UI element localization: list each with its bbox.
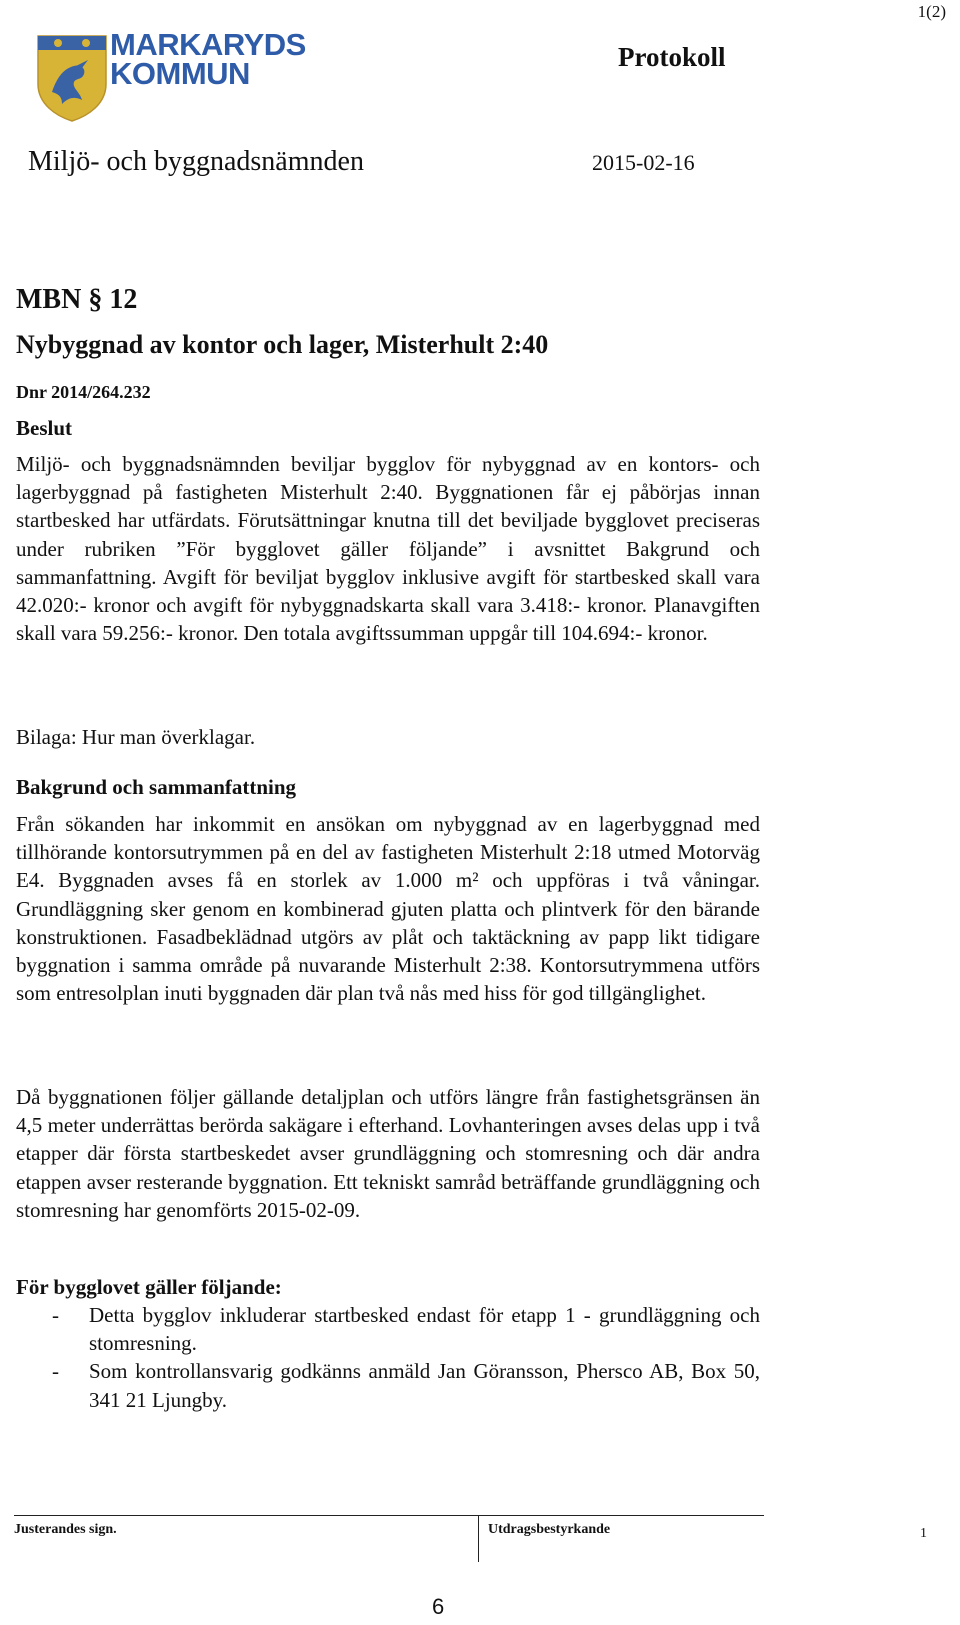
certification-label: Utdragsbestyrkande bbox=[488, 1522, 611, 1537]
list-bullet: - bbox=[52, 1303, 59, 1327]
attachment-note: Bilaga: Hur man överklagar. bbox=[16, 725, 256, 749]
item-title: Nybyggnad av kontor och lager, Misterhult 2:40 bbox=[16, 330, 549, 359]
list-item bbox=[16, 1357, 760, 1413]
list-bullet: - bbox=[52, 1359, 59, 1384]
logo bbox=[110, 27, 370, 91]
background-heading: Bakgrund och sammanfattning bbox=[16, 775, 297, 799]
page-indicator: 1(2) bbox=[917, 2, 946, 21]
background-paragraph-2: Då byggnationen följer gällande detaljplan och utförs längre från fastighetsgränsen än 4,5 meter underrättas berörda sakägare i efterhand. Lovhanteringen avses delas upp i två etapper där första startbeskedet avser grundläggning och stomresning och där andra etappen avser resterande byggnation. Ett tekniskt samråd beträffande grundläggning och stomresning har genomförts 2015-02-09. bbox=[16, 1085, 760, 1222]
footer-page-number: 1 bbox=[920, 1526, 927, 1541]
list-item-text: Detta bygglov inkluderar startbesked endast för etapp 1 - grundläggning och stomresning. bbox=[89, 1303, 760, 1356]
committee-name: Miljö- och byggnadsnämnden bbox=[28, 146, 364, 177]
document-type: Protokoll bbox=[618, 42, 726, 72]
logo-line-1: MARKARYDS bbox=[110, 27, 306, 62]
footer-divider bbox=[478, 1516, 479, 1562]
paragraph-number: MBN § 12 bbox=[16, 284, 138, 315]
logo-line-2: KOMMUN bbox=[110, 56, 250, 91]
case-number: Dnr 2014/264.232 bbox=[16, 382, 151, 402]
list-item-text: Som kontrollansvarig godkänns anmäld Jan Göransson, Phersco AB, Box 50, 341 21 Ljungby. bbox=[89, 1359, 760, 1412]
bottom-page-number: 6 bbox=[432, 1594, 445, 1619]
conditions-heading: För bygglovet gäller följande: bbox=[16, 1275, 282, 1299]
decision-text: Miljö- och byggnadsnämnden beviljar bygglov för nybyggnad av en kontors- och lagerbyggnad på fastigheten Misterhult 2:40. Byggnationen får ej påbörjas innan startbesked har utfärdats. Förutsättningar knutna till det beviljade bygglovet preciseras under rubriken ”För bygglovet gäller följande” i avsnittet Bakgrund och sammanfattning. Avgift för beviljat bygglov inklusive avgift för startbesked skall vara 42.020:- kronor och avgift för nybyggnadskarta skall vara 3.418:- kronor. Planavgiften skall vara 59.256:- kronor. Den totala avgiftssumman uppgår till 104.694:- kronor. bbox=[16, 452, 760, 646]
conditions-list bbox=[16, 1301, 760, 1414]
signature-label: Justerandes sign. bbox=[14, 1522, 117, 1537]
background-paragraph-1: Från sökanden har inkommit en ansökan om nybyggnad av en lagerbyggnad med tillhörande kontorsutrymmen på en del av fastigheten Misterhult 2:18 utmed Motorväg E4. Byggnaden avses få en storlek av 1.000 m² och uppföras i två våningar. Grundläggning sker genom en kombinerad gjuten platta och plintverk för den bärande konstruktionen. Fasadbeklädnad utgörs av plåt och taktäckning av papp likt tidigare byggnation i samma område på nuvarande Misterhult 2:38. Kontorsutrymmena utförs som entresolplan inuti byggnaden där plan två nås med hiss för god tillgänglighet. bbox=[16, 812, 760, 1006]
meeting-date: 2015-02-16 bbox=[592, 150, 695, 175]
municipal-crest-icon bbox=[36, 34, 108, 122]
decision-heading: Beslut bbox=[16, 416, 73, 440]
list-item bbox=[16, 1301, 760, 1357]
footer-rule bbox=[14, 1515, 764, 1516]
